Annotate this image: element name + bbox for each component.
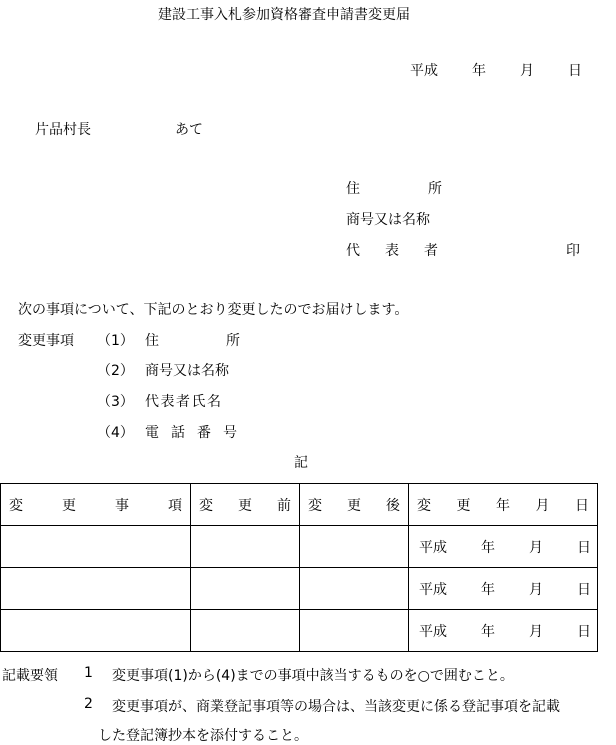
item-3-text: 代表者氏名 [145,394,223,410]
items-label: 変更事項 [18,333,74,349]
note-2-num: 2 [84,696,93,712]
item-4-num: （4） [97,425,134,441]
cell-date[interactable]: 平成 年 月 日 [409,526,598,568]
date-era: 平成 [410,63,438,79]
item-2-num: （2） [97,363,134,379]
cell-date[interactable]: 平成 年 月 日 [409,568,598,610]
note-2-text: 変更事項が、商業登記事項等の場合は、当該変更に係る登記事項を記載 [112,699,560,715]
intro-text: 次の事項について、下記のとおり変更したのでお届けします。 [18,302,409,318]
cell-after[interactable] [300,526,409,568]
date-line [410,60,582,80]
date-year: 年 [472,63,486,79]
table-header-row [1,484,598,526]
note-2-continuation: した登記簿抄本を添付すること。 [98,728,308,744]
notes-label: 記載要領 [2,668,58,684]
note-1-num: 1 [84,665,93,681]
item-2-text: 商号又は名称 [145,363,229,379]
seal-mark: 印 [566,243,580,259]
item-1-num: （1） [97,333,134,349]
ki-heading: 記 [294,455,308,471]
cell-date[interactable]: 平成 年 月 日 [409,610,598,652]
date-month: 月 [520,63,534,79]
applicant-rep-label: 代 表 者 [346,243,438,259]
cell-before[interactable] [191,526,300,568]
applicant-address-label: 住 所 [346,181,442,197]
addressee-suffix: あて [175,122,203,138]
cell-before[interactable] [191,568,300,610]
header-change-date: 変 更 年 月 日 [409,484,598,526]
table-row [1,526,598,568]
header-change-item: 変 更 事 項 [1,484,191,526]
date-day: 日 [568,63,582,79]
note-1-text: 変更事項(1)から(4)までの事項中該当するものを○で囲むこと。 [112,668,514,684]
cell-after[interactable] [300,610,409,652]
cell-before[interactable] [191,610,300,652]
cell-change-item[interactable] [1,568,191,610]
item-1-text: 住 所 [145,333,240,349]
item-4-text: 電 話 番 号 [145,425,237,441]
addressee-name: 片品村長 [35,122,91,138]
item-3-num: （3） [97,394,134,410]
document-title: 建設工事入札参加資格審査申請書変更届 [158,7,410,23]
table-row [1,610,598,652]
header-before: 変 更 前 [191,484,300,526]
table-row [1,568,598,610]
header-after: 変 更 後 [300,484,409,526]
cell-change-item[interactable] [1,526,191,568]
cell-change-item[interactable] [1,610,191,652]
cell-after[interactable] [300,568,409,610]
applicant-company-label: 商号又は名称 [346,212,430,228]
change-table [0,483,598,652]
